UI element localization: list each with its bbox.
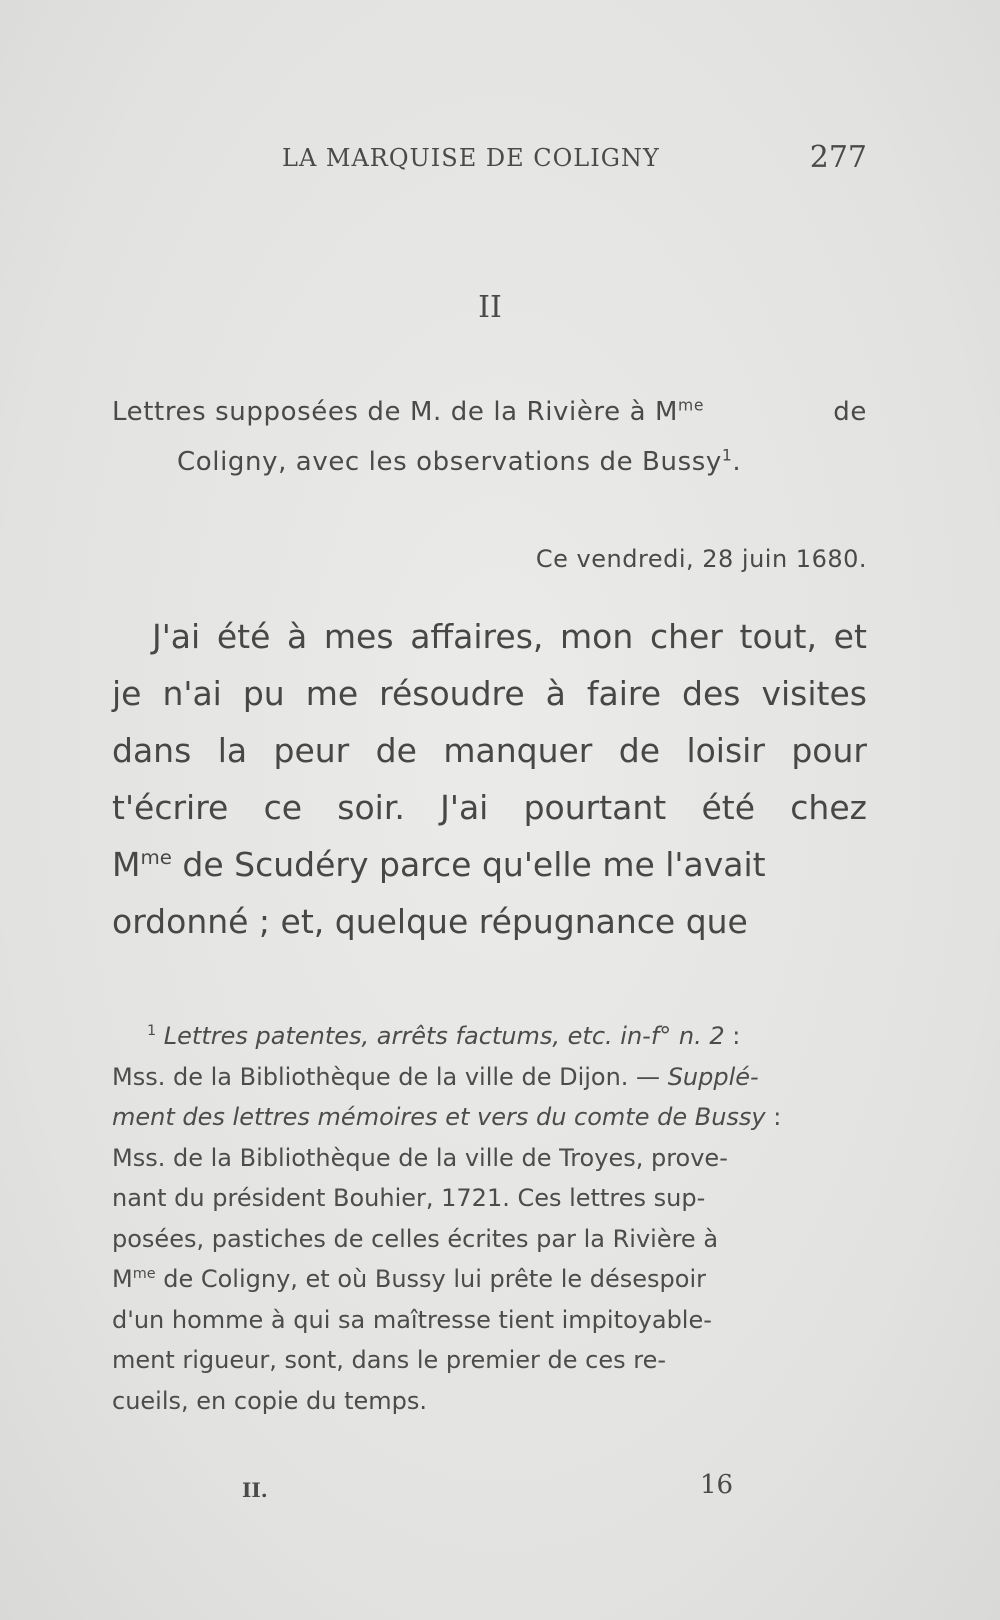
body-word: soir. xyxy=(337,788,405,827)
body-line xyxy=(112,779,867,836)
body-word: loisir xyxy=(686,731,765,770)
body-word: mon xyxy=(560,617,634,656)
letter-body xyxy=(112,608,867,950)
body-word: faire xyxy=(586,674,662,713)
body-line xyxy=(112,722,867,779)
section-number: II xyxy=(478,290,502,325)
body-word: pu xyxy=(242,674,285,713)
footnote-line: ment rigueur, sont, dans le premier de ces re- xyxy=(112,1346,667,1374)
heading-text-end: de xyxy=(833,397,867,427)
footnote-marker: 1 xyxy=(147,1023,157,1039)
letter-dateline: Ce vendredi, 28 juin 1680. xyxy=(535,545,867,573)
body-word: tout, xyxy=(739,617,817,656)
body-word: des xyxy=(682,674,741,713)
heading-line-2: Coligny, avec les observations de Bussy$^1$. xyxy=(177,446,742,477)
footnote-line: cueils, en copie du temps. xyxy=(112,1386,428,1415)
gathering-number: 16 xyxy=(700,1470,734,1500)
body-word: me xyxy=(305,674,359,713)
heading-line-1 xyxy=(112,397,867,427)
footnote-line: Mss. de la Bibliothèque de la ville de Troyes, prove- xyxy=(112,1143,728,1172)
body-line: ordonné ; et, quelque répugnance que xyxy=(112,902,748,941)
footnote-line: $M^{me}$ de Coligny, et où Bussy lui prête le désespoir xyxy=(112,1265,706,1293)
body-word: peur xyxy=(273,731,350,770)
body-word: de xyxy=(618,731,661,770)
signature-mark: II. xyxy=(242,1478,268,1502)
body-word: visites xyxy=(761,674,867,713)
body-word: manquer xyxy=(443,731,593,770)
body-word: et xyxy=(833,617,867,656)
footnote xyxy=(112,1016,867,1421)
body-word: n'ai xyxy=(162,674,222,713)
footnote-line: posées, pastiches de celles écrites par la Rivière à xyxy=(112,1224,719,1253)
body-word: chez xyxy=(790,788,867,827)
page-number: 277 xyxy=(809,140,867,175)
body-word: à xyxy=(287,617,308,656)
running-head xyxy=(112,140,867,180)
running-title: LA MARQUISE DE COLIGNY xyxy=(282,144,660,172)
body-word: pour xyxy=(791,731,867,770)
body-word: résoudre xyxy=(379,674,525,713)
body-word: de xyxy=(375,731,417,770)
body-word: été xyxy=(701,788,756,827)
body-word: J'ai xyxy=(440,788,489,827)
footnote-line: d'un homme à qui sa maîtresse tient impitoyable- xyxy=(112,1305,712,1334)
body-line xyxy=(112,665,867,722)
footnote-line: ment des lettres mémoires et vers du comte de Bussy : xyxy=(112,1103,782,1131)
body-word: cher xyxy=(649,617,723,656)
footnote-line: $^1$ Lettres patentes, arrêts factums, etc. in-f° n. 2 : xyxy=(147,1022,741,1050)
footnote-line: nant du président Bouhier, 1721. Ces lettres sup- xyxy=(112,1184,706,1212)
body-word: dans xyxy=(112,731,192,770)
body-word: J'ai xyxy=(152,617,201,656)
body-line: $M^{me}$ de Scudéry parce qu'elle me l'avait xyxy=(112,845,766,884)
body-word: mes xyxy=(323,617,394,656)
body-word: affaires, xyxy=(410,617,544,656)
body-word: ce xyxy=(263,788,303,827)
body-word: la xyxy=(217,731,248,770)
footnote-ref: 1 xyxy=(721,446,733,465)
body-word: t'écrire xyxy=(112,788,229,827)
body-word: été xyxy=(216,617,271,656)
body-word: pourtant xyxy=(523,788,667,827)
heading-text: Lettres supposées de M. de la Rivière à $M^{me}$ xyxy=(112,396,705,427)
body-word: je xyxy=(112,674,142,713)
body-word: à xyxy=(545,674,566,713)
footnote-line: Mss. de la Bibliothèque de la ville de Dijon. — Supplé- xyxy=(112,1062,759,1091)
body-line xyxy=(112,608,867,665)
